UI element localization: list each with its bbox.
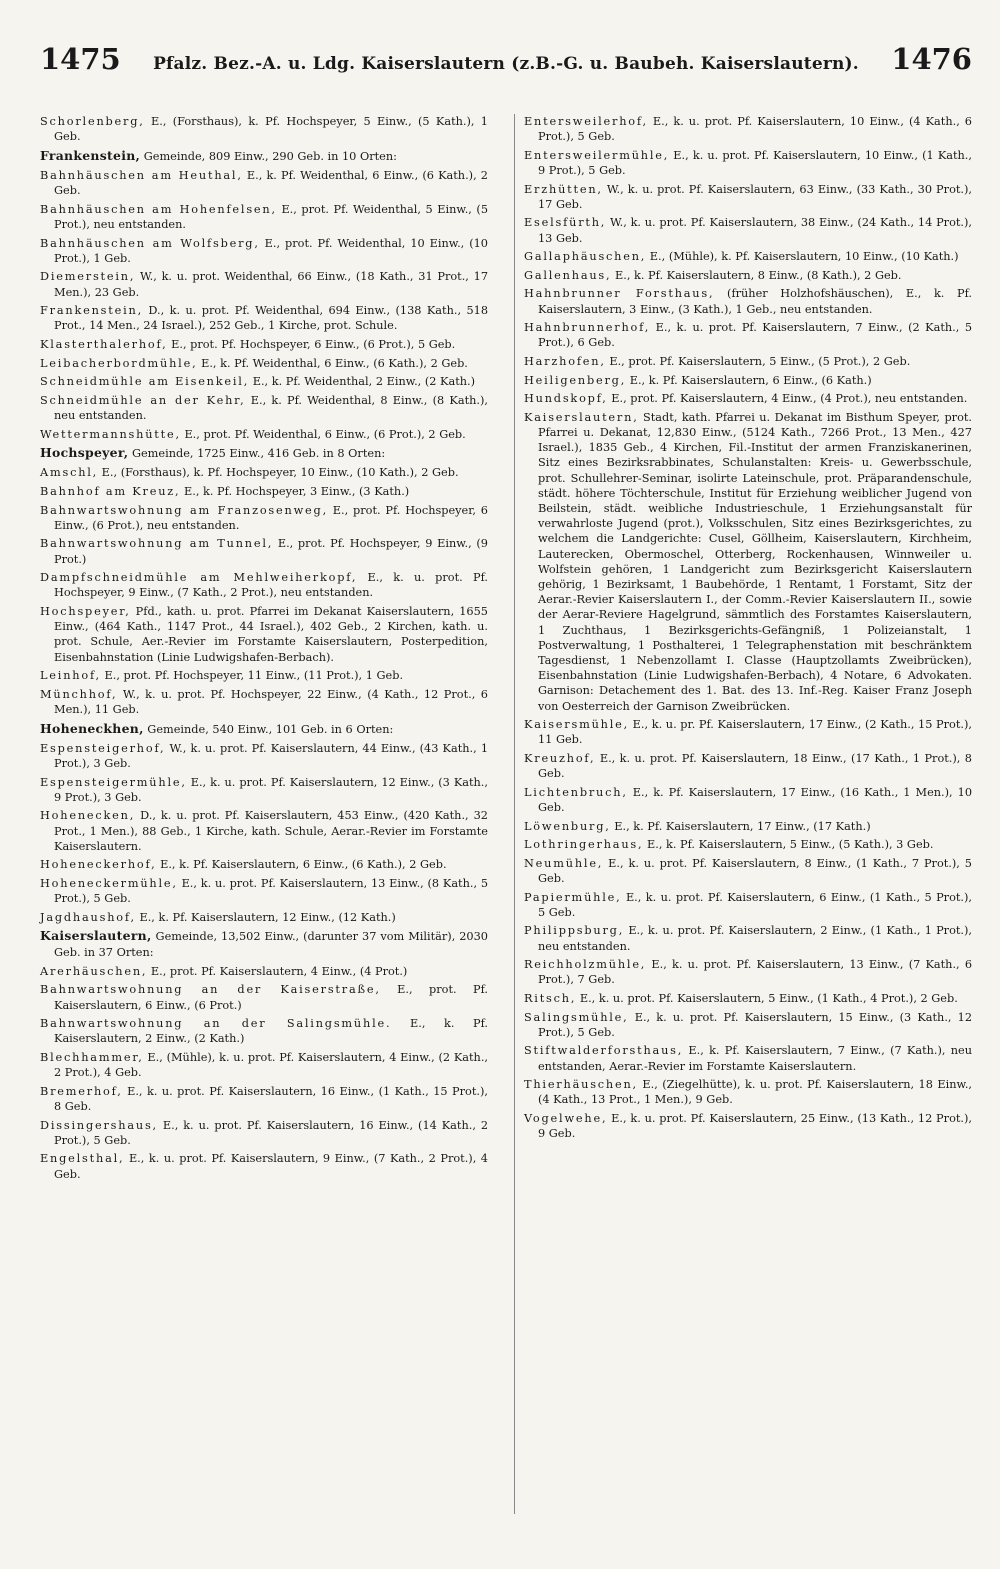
place-entry — [524, 991, 972, 1006]
place-name: Blechhammer, — [40, 1050, 144, 1064]
place-details: E., prot. Pf. Kaiserslautern, 6 Einw., (6 Prot.) — [54, 983, 488, 1012]
place-details: W., k. u. prot. Pf. Kaiserslautern, 44 Einw., (43 Kath., 1 Prot.), 3 Geb. — [54, 741, 489, 770]
place-name: Philippsburg, — [524, 924, 625, 938]
place-name: Hohenecken, — [40, 809, 136, 823]
place-details: E., prot. Pf. Weidenthal, 6 Einw., (6 Prot.), 2 Geb. — [184, 427, 466, 441]
place-entry — [40, 910, 488, 925]
place-details: Gemeinde, 13,502 Einw., (darunter 37 vom Militär), 2030 Geb. in 37 Orten: — [54, 930, 488, 959]
place-name: Kaiserslautern, — [40, 928, 152, 944]
municipality-heading — [40, 928, 488, 959]
place-name: Entersweilerhof, — [524, 115, 648, 128]
place-entry — [40, 964, 488, 979]
place-entry — [524, 182, 972, 212]
place-details: E., k. u. prot. Pf. Kaiserslautern, 15 Einw., (3 Kath., 12 Prot.), 5 Geb. — [538, 1010, 973, 1039]
place-entry — [524, 1077, 972, 1107]
place-details: E., prot. Pf. Hochspeyer, 9 Einw., (9 Prot.) — [54, 537, 488, 566]
place-details: E., prot. Pf. Hochspeyer, 11 Einw., (11 Prot.), 1 Geb. — [104, 669, 404, 683]
place-details: E., k. Pf. Kaiserslautern, 8 Einw., (8 Kath.), 2 Geb. — [615, 268, 902, 282]
place-entry — [524, 890, 972, 920]
place-name: Schneidmühle an der Kehr, — [40, 393, 246, 407]
column-divider — [514, 114, 515, 1514]
place-entry — [524, 1043, 972, 1073]
place-details: E., k. u. prot. Pf. Kaiserslautern, 13 Einw., (8 Kath., 5 Prot.), 5 Geb. — [54, 876, 489, 906]
place-details: E., k. u. prot. Pf. Kaiserslautern, 2 Einw., (1 Kath., 1 Prot.), neu entstanden. — [538, 924, 972, 953]
place-name: Bahnhäuschen am Hohenfelsen, — [40, 202, 277, 216]
place-name: Stiftwalderforsthaus, — [524, 1044, 684, 1058]
place-entry — [40, 356, 488, 371]
place-entry — [40, 741, 488, 771]
place-details: E., k. u. prot. Pf. Kaiserslautern, 25 Einw., (13 Kath., 12 Prot.), 9 Geb. — [538, 1111, 972, 1141]
place-entry — [40, 604, 488, 665]
place-name: Hoheneckerhof, — [40, 858, 157, 872]
place-details: Gemeinde, 540 Einw., 101 Geb. in 6 Orten: — [147, 722, 394, 736]
place-name: Hoheneckermühle, — [40, 876, 178, 890]
place-entry — [524, 391, 972, 406]
text-columns — [40, 114, 972, 1185]
place-details: E., prot. Pf. Hochspeyer, 6 Einw., (6 Prot.), neu entstanden. — [54, 503, 488, 532]
place-entry — [524, 717, 972, 747]
place-details: E., k. u. prot. Pf. Kaiserslautern, 12 Einw., (3 Kath., 9 Prot.), 3 Geb. — [54, 775, 488, 804]
place-name: Harzhofen, — [524, 354, 606, 368]
place-entry — [40, 465, 488, 480]
place-name: Jagdhaushof, — [40, 910, 136, 924]
place-details: E., k. u. prot. Pf. Kaiserslautern, 5 Einw., (1 Kath., 4 Prot.), 2 Geb. — [579, 991, 958, 1005]
page-header — [40, 42, 972, 94]
place-entry — [40, 393, 488, 423]
place-entry — [524, 856, 972, 886]
place-name: Gallenhaus, — [524, 268, 612, 282]
place-entry — [524, 215, 972, 245]
place-name: Entersweilermühle, — [524, 148, 670, 162]
place-name: Papiermühle, — [524, 890, 622, 904]
place-entry — [40, 202, 488, 232]
place-details: E., k. Pf. Weidenthal, 6 Einw., (6 Kath.), 2 Geb. — [201, 356, 468, 370]
place-entry — [524, 923, 972, 953]
place-details: E., k. Pf. Kaiserslautern, 7 Einw., (7 Kath.), neu entstanden, Aerar.-Revier im Forstamte Kaiserslautern. — [538, 1044, 972, 1073]
place-entry — [524, 837, 972, 852]
place-name: Bahnwartswohnung am Franzosenweg, — [40, 503, 328, 517]
place-entry — [40, 668, 488, 683]
place-name: Bahnhäuschen am Heuthal, — [40, 169, 243, 182]
place-details: E., k. Pf. Weidenthal, 8 Einw., (8 Kath.), neu entstanden. — [54, 393, 488, 422]
place-details: D., k. u. prot. Pf. Weidenthal, 694 Einw., (138 Kath., 518 Prot., 14 Men., 24 Israel.), 252 Geb., 1 Kirche, prot. Schule. — [54, 304, 489, 333]
place-entry — [40, 303, 488, 333]
place-details: E., prot. Pf. Kaiserslautern, 4 Einw., (4 Prot.) — [150, 964, 408, 978]
place-entry — [524, 1111, 972, 1141]
place-name: Dissingershaus, — [40, 1118, 158, 1132]
place-entry — [524, 751, 972, 781]
place-entry — [524, 114, 972, 144]
place-details: E., k. Pf. Weidenthal, 6 Einw., (6 Kath.), 2 Geb. — [54, 169, 488, 198]
place-name: Hundskopf, — [524, 392, 608, 406]
place-details: E., k. Pf. Hochspeyer, 3 Einw., (3 Kath.) — [184, 484, 410, 498]
place-entry — [40, 808, 488, 854]
place-details: E., k. u. pr. Pf. Kaiserslautern, 17 Einw., (2 Kath., 15 Prot.), 11 Geb. — [538, 718, 972, 747]
place-name: Espensteigermühle, — [40, 775, 187, 789]
place-entry — [524, 957, 972, 987]
municipality-heading — [40, 721, 488, 737]
place-details: E., k. u. prot. Pf. Kaiserslautern, 16 Einw., (1 Kath., 15 Prot.), 8 Geb. — [54, 1084, 488, 1113]
place-entry — [524, 320, 972, 350]
place-entry — [40, 570, 488, 600]
place-name: Hahnbrunner Forsthaus, — [524, 287, 715, 301]
place-entry — [40, 168, 488, 198]
place-entry — [524, 148, 972, 178]
place-details: Stadt, kath. Pfarrei u. Dekanat im Bisthum Speyer, prot. Pfarrei u. Dekanat, 12,830 Einw., (5124 Kath., 7266 Prot., 13 Men., 427 Israel.), 1835 Geb., 4 Kirchen, Fil.-Institut der armen Franziskanerinen, Sitz eines Bezirksrabbinates, Schulanstalten: Kreis- u. Gewerbsschule, prot. Schullehrer-Seminar, isolirte Lateinschule, prot. Präparandenschule, städt. höhere Töchterschule, Institut für Erziehung weiblicher Jugend von Beilstein, städt. weibliche Industrieschule, 1 Erziehungsanstalt für verwahrloste Jugend (prot.), Volksschulen, Sitz eines Bezirksgerichtes, zu welchem die Landgerichte: Cusel, Göllheim, Kaiserslautern, Kirchheim, Lauterecken, Obermoschel, Otterberg, Rockenhausen, Winnweiler u. Wolfstein gehören, 1 Landgericht zum Bezirksgericht Kaiserslautern gehörig, 1 Bezirksamt, 1 Baubehörde, 1 Rentamt, 1 Forstamt, Sitz der Aerar.-Revier Kaiserslautern I., der Comm.-Revier Kaiserslautern II., sowie der Aerar-Reviere Hagelgrund, sämmtlich des Forstamtes Kaiserslautern, 1 Zuchthaus, 1 Bezirksgerichts-Gefängniß, 1 Polizeianstalt, 1 Postverwaltung, 1 Posthalterei, 1 Telegraphenstation mit beschränktem Tagesdienst, 1 Nebenzollamt I. Classe (Hauptzollamts Zweibrücken), Eisenbahnstation (Linie Ludwigshafen-Berbach), 4 Notare, 6 Advokaten. Garnison: Detachement des 1. Bat. des 13. Inf.-Reg. Kaiser Franz Joseph von Oesterreich der Garnison Zweibrücken. — [538, 410, 973, 713]
place-name: Leinhof, — [40, 669, 101, 683]
place-details: E., prot. Pf. Hochspeyer, 6 Einw., (6 Prot.), 5 Geb. — [171, 337, 456, 351]
place-name: Gallaphäuschen, — [524, 250, 647, 264]
place-details: E., k. Pf. Kaiserslautern, 6 Einw., (6 Kath.), 2 Geb. — [160, 858, 447, 872]
place-details: E., k. u. prot. Pf. Kaiserslautern, 9 Einw., (7 Kath., 2 Prot.), 4 Geb. — [54, 1152, 488, 1181]
place-entry — [40, 114, 488, 144]
place-name: Löwenburg, — [524, 819, 611, 833]
place-name: Thierhäuschen, — [524, 1078, 638, 1092]
place-details: E., k. Pf. Kaiserslautern, 17 Einw., (16 Kath., 1 Men.), 10 Geb. — [538, 785, 973, 814]
place-details: E., k. u. prot. Pf. Kaiserslautern, 18 Einw., (17 Kath., 1 Prot.), 8 Geb. — [538, 752, 972, 781]
place-name: Eselsfürth, — [524, 216, 607, 230]
place-name: Vogelwehe, — [524, 1111, 608, 1125]
right-column — [506, 114, 972, 1185]
place-name: Engelsthal, — [40, 1152, 125, 1166]
place-details: Gemeinde, 809 Einw., 290 Geb. in 10 Orten: — [143, 149, 397, 163]
place-name: Amschl, — [40, 466, 99, 480]
place-name: Bahnwartswohnung an der Kaiserstraße, — [40, 983, 381, 997]
place-name: Schneidmühle am Eisenkeil, — [40, 375, 250, 389]
place-entry — [524, 819, 972, 834]
place-details: E., prot. Pf. Weidenthal, 5 Einw., (5 Prot.), neu entstanden. — [54, 202, 489, 231]
place-entry — [40, 536, 488, 566]
place-details: E., k. u. prot. Pf. Kaiserslautern, 16 Einw., (14 Kath., 2 Prot.), 5 Geb. — [54, 1118, 489, 1147]
place-entry — [524, 785, 972, 815]
place-name: Wettermannshütte, — [40, 427, 181, 441]
place-entry — [40, 775, 488, 805]
place-name: Hoheneckhen, — [40, 720, 144, 736]
left-column — [40, 114, 506, 1185]
place-entry — [40, 876, 488, 906]
place-entry — [524, 373, 972, 388]
place-entry — [40, 484, 488, 499]
place-entry — [40, 427, 488, 442]
place-entry — [524, 249, 972, 264]
place-details: E., prot. Pf. Kaiserslautern, 4 Einw., (4 Prot.), neu entstanden. — [611, 392, 968, 406]
place-name: Frankenstein, — [40, 304, 143, 318]
place-name: Bahnwartswohnung am Tunnel, — [40, 537, 274, 551]
place-details: E., prot. Pf. Weidenthal, 10 Einw., (10 Prot.), 1 Geb. — [54, 236, 488, 265]
place-details: W., k. u. prot. Weidenthal, 66 Einw., (18 Kath., 31 Prot., 17 Men.), 23 Geb. — [54, 270, 489, 299]
place-details: E., k. Pf. Kaiserslautern, 6 Einw., (6 Kath.) — [629, 373, 872, 387]
place-details: W., k. u. prot. Pf. Hochspeyer, 22 Einw., (4 Kath., 12 Prot., 6 Men.), 11 Geb. — [54, 687, 488, 716]
place-name: Reichholzmühle, — [524, 958, 647, 972]
place-details: E., (Mühle), k. Pf. Kaiserslautern, 10 Einw., (10 Kath.) — [649, 250, 959, 264]
place-details: W., k. u. prot. Pf. Kaiserslautern, 38 Einw., (24 Kath., 14 Prot.), 13 Geb. — [538, 216, 972, 245]
place-details: E., (Forsthaus), k. Pf. Hochspeyer, 10 Einw., (10 Kath.), 2 Geb. — [101, 466, 459, 480]
right-page-number: 1476 — [891, 42, 972, 76]
place-entry — [40, 982, 488, 1012]
place-details: Gemeinde, 1725 Einw., 416 Geb. in 8 Orten: — [131, 447, 386, 461]
place-name: Bahnhäuschen am Wolfsberg, — [40, 236, 260, 250]
place-name: Espensteigerhof, — [40, 741, 166, 755]
place-name: Salingsmühle, — [524, 1010, 629, 1024]
place-name: Frankenstein, — [40, 147, 141, 163]
place-name: Lichtenbruch, — [524, 785, 628, 799]
place-details: (früher Holzhofshäuschen), E., k. Pf. Kaiserslautern, 3 Einw., (3 Kath.), 1 Geb., neu entstanden. — [538, 287, 973, 316]
place-entry — [40, 503, 488, 533]
place-entry — [524, 354, 972, 369]
place-name: Leibacherbordmühle, — [40, 356, 198, 370]
place-name: Bremerhof, — [40, 1084, 123, 1098]
place-name: Erzhütten, — [524, 182, 603, 196]
place-details: E., (Forsthaus), k. Pf. Hochspeyer, 5 Einw., (5 Kath.), 1 Geb. — [54, 115, 488, 144]
place-entry — [524, 410, 972, 714]
place-details: E., prot. Pf. Kaiserslautern, 5 Einw., (5 Prot.), 2 Geb. — [609, 354, 911, 368]
place-name: Münchhof, — [40, 687, 118, 701]
place-name: Arerhäuschen, — [40, 964, 148, 978]
municipality-heading — [40, 445, 488, 461]
place-entry — [40, 337, 488, 352]
place-details: E., k. Pf. Kaiserslautern, 17 Einw., (17 Kath.) — [614, 819, 871, 833]
place-entry — [40, 1050, 488, 1080]
place-details: E., k. Pf. Kaiserslautern, 5 Einw., (5 Kath.), 3 Geb. — [647, 838, 934, 852]
place-entry — [40, 857, 488, 872]
left-page-number: 1475 — [40, 42, 121, 76]
place-name: Lothringerhaus, — [524, 838, 644, 852]
place-details: E., k. u. prot. Pf. Hochspeyer, 9 Einw., (7 Kath., 2 Prot.), neu entstanden. — [54, 571, 488, 600]
place-details: E., k. Pf. Kaiserslautern, 12 Einw., (12 Kath.) — [139, 910, 396, 924]
place-details: E., k. u. prot. Pf. Kaiserslautern, 8 Einw., (1 Kath., 7 Prot.), 5 Geb. — [538, 856, 972, 885]
place-name: Bahnwartswohnung an der Salingsmühle. — [40, 1017, 392, 1031]
place-details: E., k. Pf. Kaiserslautern, 2 Einw., (2 Kath.) — [54, 1017, 488, 1046]
place-entry — [524, 268, 972, 283]
place-entry — [40, 1016, 488, 1046]
place-entry — [40, 1084, 488, 1114]
place-entry — [40, 1118, 488, 1148]
place-details: W., k. u. prot. Pf. Kaiserslautern, 63 Einw., (33 Kath., 30 Prot.), 17 Geb. — [538, 182, 972, 211]
place-details: D., k. u. prot. Pf. Kaiserslautern, 453 Einw., (420 Kath., 32 Prot., 1 Men.), 88 Geb., 1 Kirche, kath. Schule, Aerar.-Revier im Forstamte Kaiserslautern. — [54, 809, 488, 853]
place-details: E., k. u. prot. Pf. Kaiserslautern, 10 Einw., (4 Kath., 6 Prot.), 5 Geb. — [538, 115, 972, 144]
place-details: E., (Mühle), k. u. prot. Pf. Kaiserslautern, 4 Einw., (2 Kath., 2 Prot.), 4 Geb. — [54, 1050, 488, 1080]
place-name: Hochspeyer, — [40, 445, 129, 461]
place-details: E., k. u. prot. Pf. Kaiserslautern, 13 Einw., (7 Kath., 6 Prot.), 7 Geb. — [538, 958, 973, 987]
place-entry — [40, 1151, 488, 1181]
place-entry — [40, 236, 488, 266]
place-name: Bahnhof am Kreuz, — [40, 484, 181, 498]
place-name: Diemerstein, — [40, 270, 136, 284]
place-entry — [40, 269, 488, 299]
municipality-heading — [40, 148, 488, 164]
place-name: Neumühle, — [524, 856, 604, 870]
place-details: E., k. u. prot. Pf. Kaiserslautern, 7 Einw., (2 Kath., 5 Prot.), 6 Geb. — [538, 321, 973, 350]
place-entry — [524, 286, 972, 316]
place-name: Hochspeyer, — [40, 604, 131, 618]
place-details: Pfd., kath. u. prot. Pfarrei im Dekanat Kaiserslautern, 1655 Einw., (464 Kath., 1147 Prot., 44 Israel.), 402 Geb., 2 Kirchen, kath. u. prot. Schule, Aer.-Revier im Forstamte Kaiserslautern, Posterpedition, Eisenbahnstation (Linie Ludwigshafen-Berbach). — [54, 604, 488, 664]
place-name: Ritsch, — [524, 991, 577, 1005]
place-name: Dampfschneidmühle am Mehlweiherkopf, — [40, 571, 358, 585]
place-name: Kaiserslautern, — [524, 410, 639, 424]
place-name: Hahnbrunnerhof, — [524, 321, 651, 335]
place-name: Kreuzhof, — [524, 752, 596, 765]
running-title: Pfalz. Bez.-A. u. Ldg. Kaiserslautern (z.B.-G. u. Baubeh. Kaiserslautern). — [153, 54, 859, 74]
place-entry — [524, 1010, 972, 1040]
place-entry — [40, 374, 488, 389]
place-details: E., (Ziegelhütte), k. u. prot. Pf. Kaiserslautern, 18 Einw., (4 Kath., 13 Prot., 1 Men.), 9 Geb. — [538, 1078, 972, 1107]
place-details: E., k. u. prot. Pf. Kaiserslautern, 10 Einw., (1 Kath., 9 Prot.), 5 Geb. — [538, 148, 972, 177]
place-details: E., k. Pf. Weidenthal, 2 Einw., (2 Kath.) — [252, 375, 476, 389]
place-name: Heiligenberg, — [524, 373, 627, 387]
place-name: Kaisersmühle, — [524, 718, 630, 732]
place-name: Klasterthalerhof, — [40, 337, 168, 351]
place-entry — [40, 687, 488, 717]
place-name: Schorlenberg, — [40, 115, 145, 128]
place-details: E., k. u. prot. Pf. Kaiserslautern, 6 Einw., (1 Kath., 5 Prot.), 5 Geb. — [538, 890, 973, 919]
